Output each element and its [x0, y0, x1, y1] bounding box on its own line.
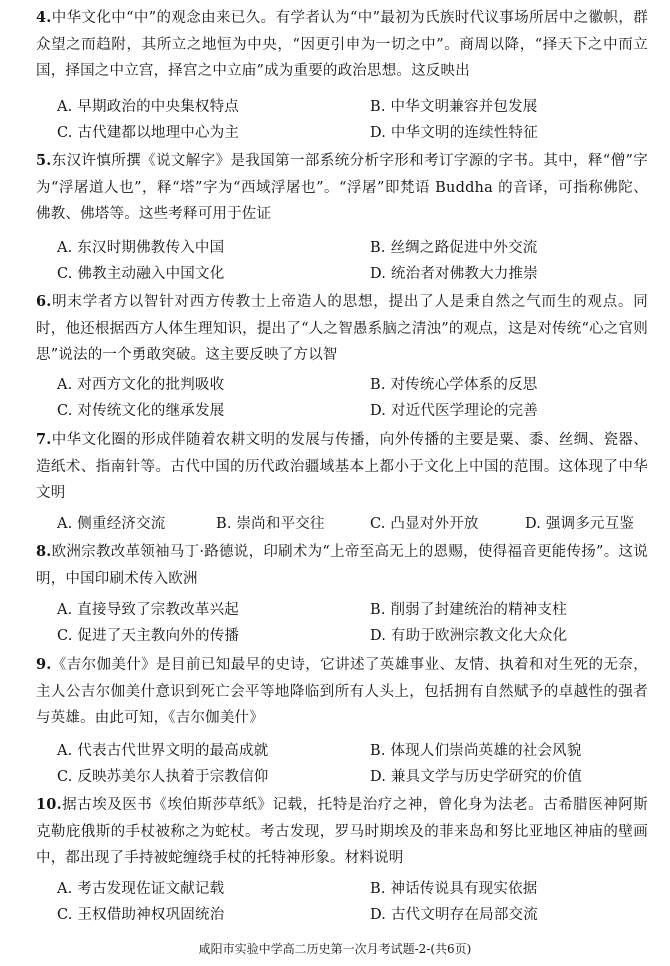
question-4-option-a: A. 早期政治的中央集权特点 [57, 99, 239, 115]
question-10-stem [36, 792, 648, 872]
question-5-option-a: A. 东汉时期佛教传入中国 [57, 240, 225, 256]
question-7-option-c: C. 凸显对外开放 [370, 516, 479, 532]
question-5-option-d: D. 统治者对佛教大力推崇 [370, 266, 538, 282]
question-text: 欧洲宗教改革领袖马丁·路德说，印刷术为“上帝至高无上的恩赐，使得福音更能传扬”。这说明，中国印刷术传入欧洲 [36, 544, 648, 587]
question-4-option-b: B. 中华文明兼容并包发展 [370, 99, 538, 115]
question-10-option-b: B. 神话传说具有现实依据 [370, 881, 538, 897]
question-5-option-c: C. 佛教主动融入中国文化 [57, 266, 225, 282]
question-8-stem [36, 539, 648, 592]
question-6-option-b: B. 对传统心学体系的反思 [370, 377, 538, 393]
question-text: 中华文化中“中”的观念由来已久。有学者认为“中”最初为氏族时代议事场所居中之徽帜，群众望之而趋附，其所立之地恒为中央，“因更引申为一切之中”。商周以降，“择天下之中而立国，择国之中立宫，择宫之中立庙”成为重要的政治思想。这反映出 [36, 10, 648, 79]
question-4-option-c: C. 古代建都以地理中心为主 [57, 125, 240, 141]
question-9-option-d: D. 兼具文学与历史学研究的价值 [370, 769, 583, 785]
question-number: 5. [36, 152, 52, 169]
question-10-option-a: A. 考古发现佐证文献记载 [57, 881, 225, 897]
question-6-option-a: A. 对西方文化的批判吸收 [57, 377, 225, 393]
page-footer: 咸阳市实验中学高二历史第一次月考试题-2-(共6页) [198, 942, 472, 956]
question-text: 《吉尔伽美什》是目前已知最早的史诗，它讲述了英雄事业、友情、执着和对生死的无奈，主人公吉尔伽美什意识到死亡会平等地降临到所有人头上，包括拥有自然赋予的卓越性的强者与英雄。由此可知，《吉尔伽美什》 [36, 657, 648, 726]
question-7-stem [36, 427, 648, 507]
question-8-option-a: A. 直接导致了宗教改革兴起 [57, 602, 239, 618]
question-number: 9. [36, 656, 52, 673]
question-number: 7. [36, 431, 52, 448]
question-5-option-b: B. 丝绸之路促进中外交流 [370, 240, 538, 256]
question-7-option-d: D. 强调多元互鉴 [525, 516, 635, 532]
question-7-option-a: A. 侧重经济交流 [57, 516, 166, 532]
question-number: 6. [36, 293, 52, 310]
question-4-option-d: D. 中华文明的连续性特征 [370, 125, 538, 141]
question-9-option-a: A. 代表古代世界文明的最高成就 [57, 743, 269, 759]
question-4-stem [36, 5, 648, 85]
question-5-stem [36, 148, 648, 228]
question-9-option-b: B. 体现人们崇尚英雄的社会风貌 [370, 743, 582, 759]
question-number: 8. [36, 543, 52, 560]
question-6-option-c: C. 对传统文化的继承发展 [57, 403, 225, 419]
question-6-stem [36, 289, 648, 369]
question-8-option-b: B. 削弱了封建统治的精神支柱 [370, 602, 567, 618]
question-8-option-c: C. 促进了天主教向外的传播 [57, 628, 240, 644]
question-text: 东汉许慎所撰《说文解字》是我国第一部系统分析字形和考订字源的字书。其中，释“僧”字为“浮屠道人也”，释“塔”字为“西域浮屠也”。“浮屠”即梵语 Buddha 的音译，可指称佛陀、佛教、佛塔等。这些考释可用于佐证 [36, 153, 648, 222]
question-6-option-d: D. 对近代医学理论的完善 [370, 403, 538, 419]
question-9-option-c: C. 反映苏美尔人执着于宗教信仰 [57, 769, 269, 785]
question-9-stem [36, 652, 648, 732]
question-number: 4. [36, 9, 52, 26]
question-7-option-b: B. 崇尚和平交往 [216, 516, 325, 532]
question-number: 10. [36, 796, 62, 813]
question-8-option-d: D. 有助于欧洲宗教文化大众化 [370, 628, 568, 644]
question-text: 中华文化圈的形成伴随着农耕文明的发展与传播，向外传播的主要是粟、黍、丝绸、瓷器、造纸术、指南针等。古代中国的历代政治疆域基本上都小于文化上中国的范围。这体现了中华文明 [36, 432, 648, 501]
question-text: 明末学者方以智针对西方传教士上帝造人的思想，提出了人是秉自然之气而生的观点。同时，他还根据西方人体生理知识，提出了“人之智愚系脑之清浊”的观点，这是对传统“心之官则思”说法的一个勇敢突破。这主要反映了方以智 [36, 294, 648, 363]
question-10-option-d: D. 古代文明存在局部交流 [370, 907, 538, 923]
question-10-option-c: C. 王权借助神权巩固统治 [57, 907, 225, 923]
question-text: 据古埃及医书《埃伯斯莎草纸》记载，托特是治疗之神，曾化身为法老。古希腊医神阿斯克勒庇俄斯的手杖被称之为蛇杖。考古发现，罗马时期埃及的菲来岛和努比亚地区神庙的壁画中，都出现了手持被蛇缠绕手杖的托特神形象。材料说明 [36, 797, 648, 866]
